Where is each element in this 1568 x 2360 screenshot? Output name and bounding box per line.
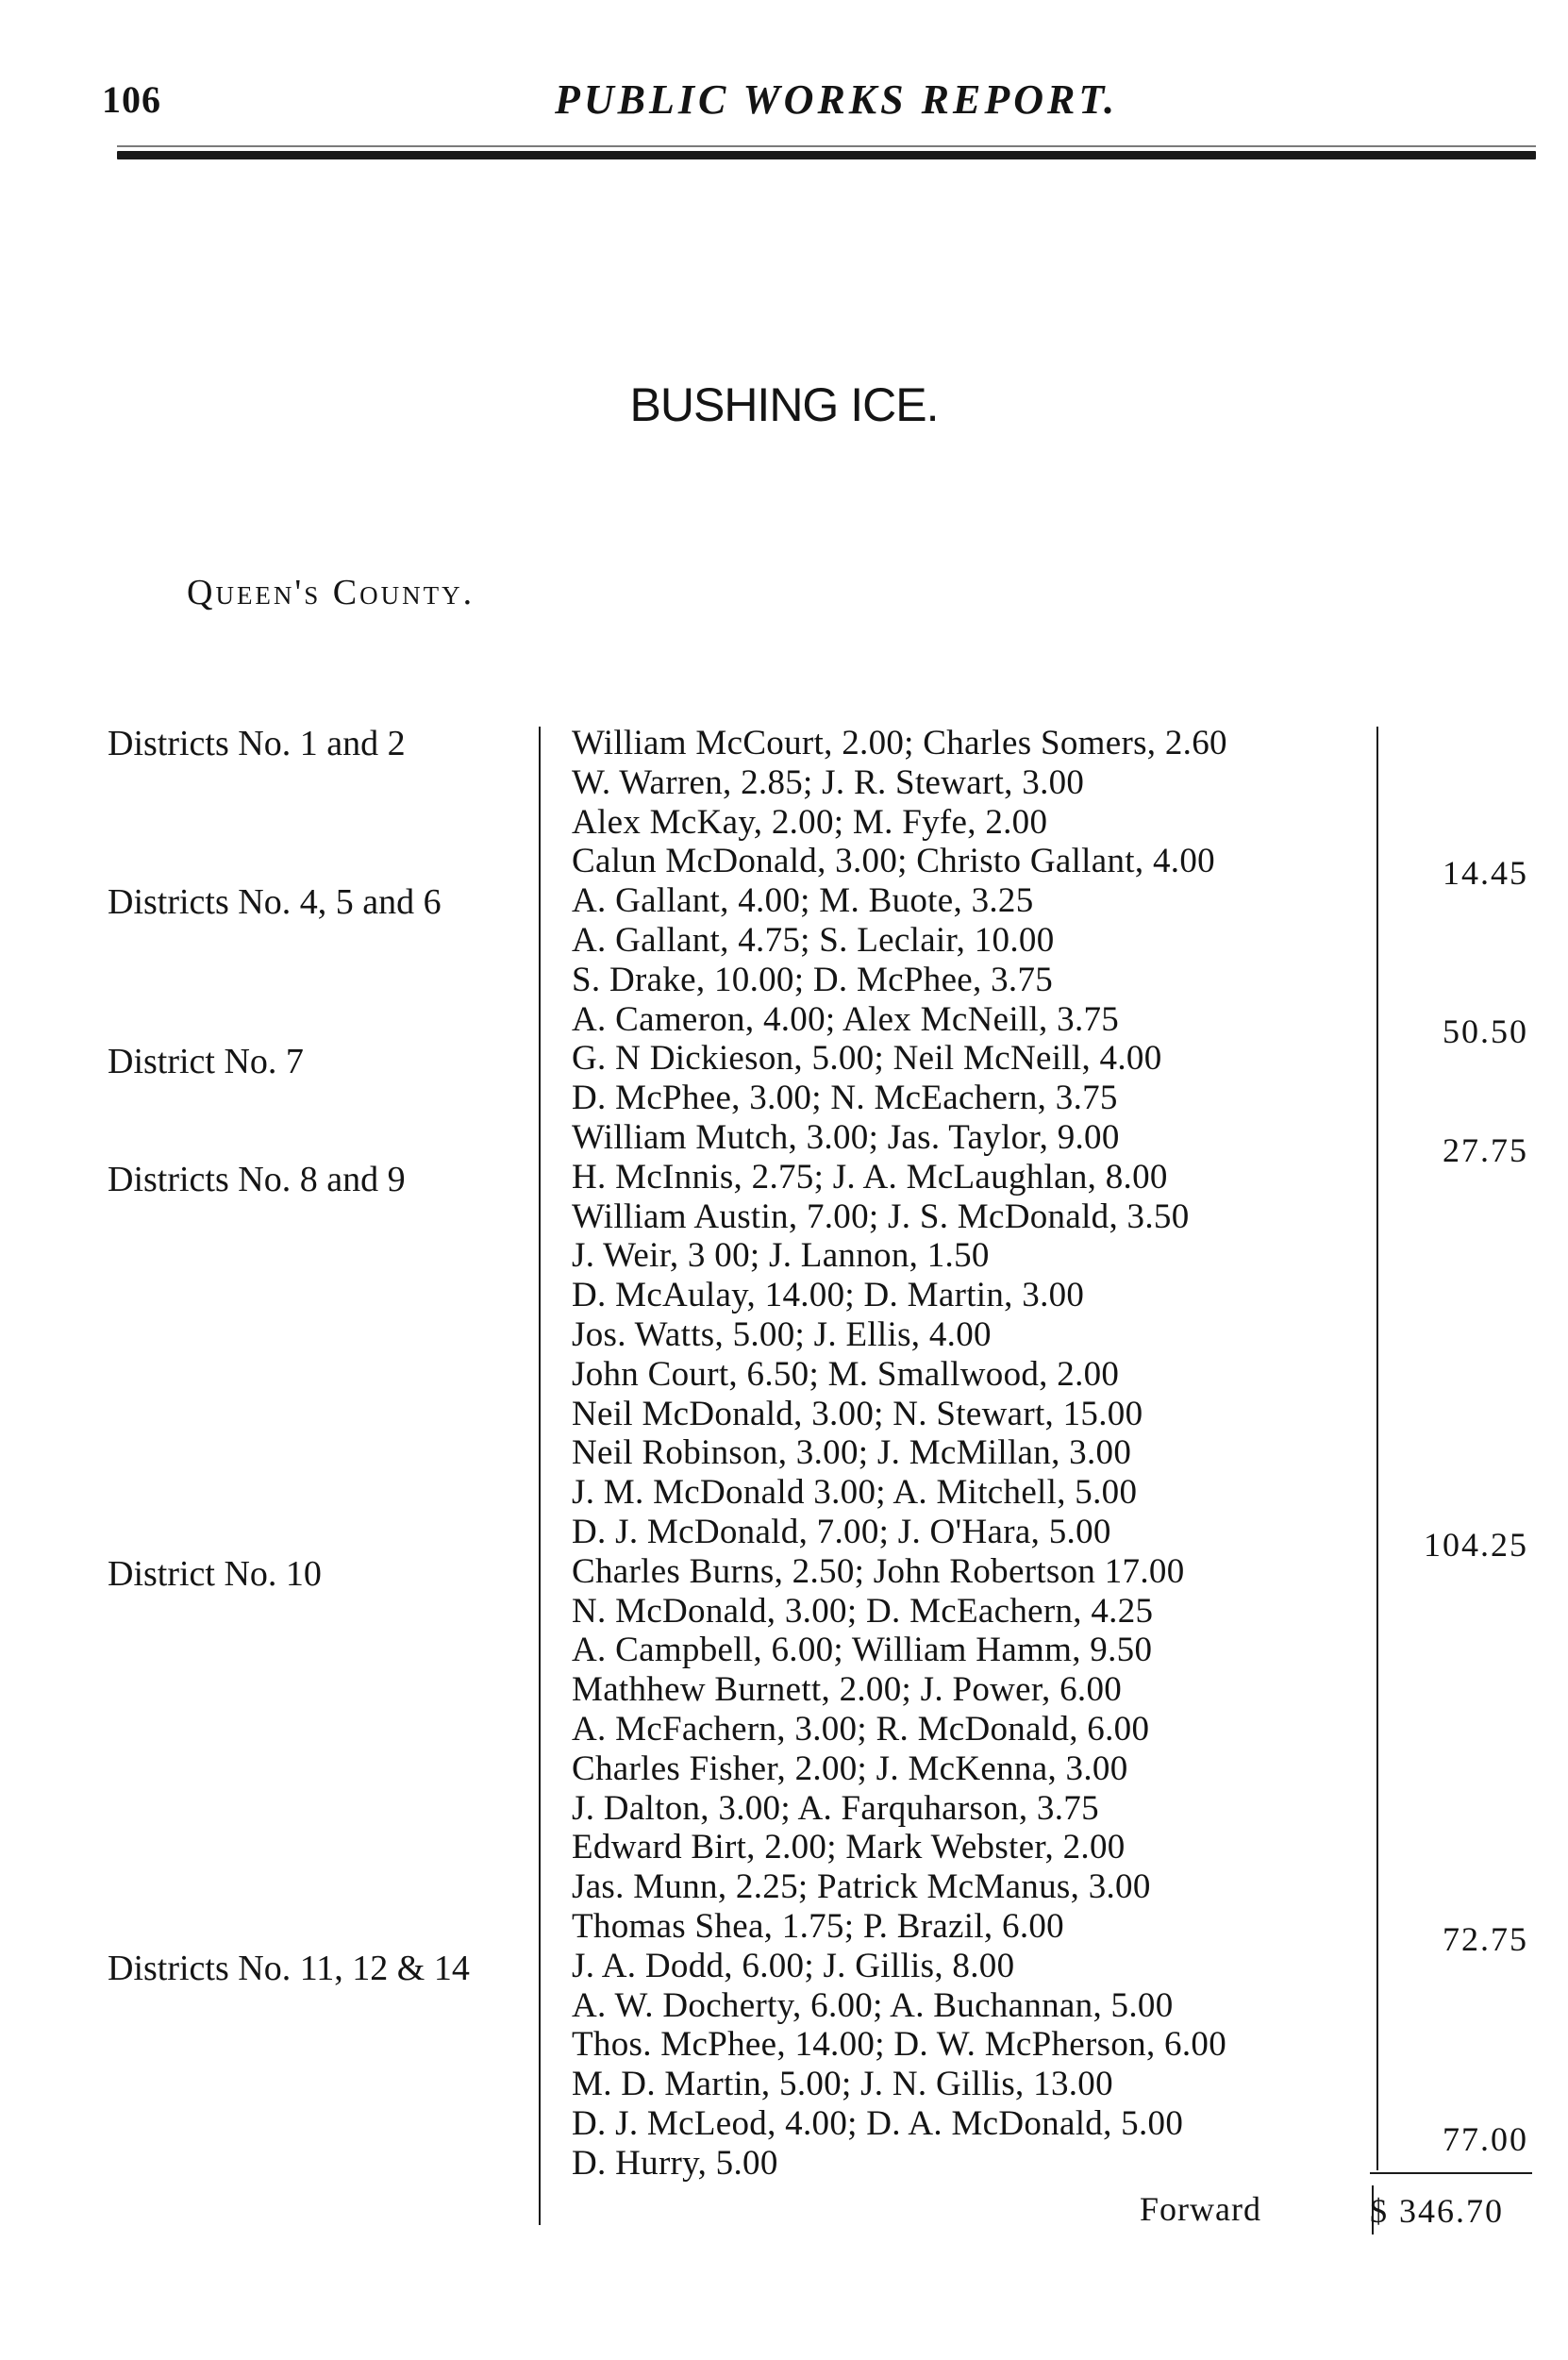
payee-line: S. Drake, 10.00; D. McPhee, 3.75 xyxy=(572,961,1054,999)
column-rule-left xyxy=(539,727,541,2225)
payee-line: D. Hurry, 5.00 xyxy=(572,2144,778,2183)
payee-line: William McCourt, 2.00; Charles Somers, 2.60 xyxy=(572,724,1227,762)
payee-line: Calun McDonald, 3.00; Christo Gallant, 4.00 xyxy=(572,842,1215,880)
header-rule-thin xyxy=(117,145,1536,147)
header-rule xyxy=(117,151,1536,159)
payee-line: A. McFachern, 3.00; R. McDonald, 6.00 xyxy=(572,1710,1150,1749)
payee-line: J. Dalton, 3.00; A. Farquharson, 3.75 xyxy=(572,1789,1099,1828)
payee-line: D. J. McDonald, 7.00; J. O'Hara, 5.00 xyxy=(572,1513,1111,1551)
payee-line: G. N Dickieson, 5.00; Neil McNeill, 4.00 xyxy=(572,1039,1162,1078)
payee-line: A. Campbell, 6.00; William Hamm, 9.50 xyxy=(572,1631,1153,1669)
payee-line: Neil Robinson, 3.00; J. McMillan, 3.00 xyxy=(572,1433,1132,1472)
payee-line: Thomas Shea, 1.75; P. Brazil, 6.00 xyxy=(572,1907,1064,1946)
payee-line: William Austin, 7.00; J. S. McDonald, 3.50 xyxy=(572,1197,1190,1236)
payee-line: Edward Birt, 2.00; Mark Webster, 2.00 xyxy=(572,1828,1126,1866)
district-total: 72.75 xyxy=(1443,1920,1528,1958)
county-heading: Queen's County. xyxy=(187,573,475,612)
payee-line: Jas. Munn, 2.25; Patrick McManus, 3.00 xyxy=(572,1867,1151,1906)
column-rule-right xyxy=(1376,727,1378,2170)
district-total: 27.75 xyxy=(1443,1131,1528,1169)
running-head: PUBLIC WORKS REPORT. xyxy=(555,76,1119,123)
payee-line: Jos. Watts, 5.00; J. Ellis, 4.00 xyxy=(572,1315,992,1354)
payee-line: M. D. Martin, 5.00; J. N. Gillis, 13.00 xyxy=(572,2065,1113,2103)
payee-line: N. McDonald, 3.00; D. McEachern, 4.25 xyxy=(572,1592,1154,1631)
payee-line: Thos. McPhee, 14.00; D. W. McPherson, 6.00 xyxy=(572,2025,1226,2064)
district-total: 50.50 xyxy=(1443,1013,1528,1050)
payee-line: William Mutch, 3.00; Jas. Taylor, 9.00 xyxy=(572,1118,1120,1157)
page-number: 106 xyxy=(102,78,161,121)
district-total: 104.25 xyxy=(1424,1526,1528,1564)
payee-line: A. Gallant, 4.00; M. Buote, 3.25 xyxy=(572,881,1034,920)
payee-line: H. McInnis, 2.75; J. A. McLaughlan, 8.00 xyxy=(572,1158,1168,1197)
section-title: BUSHING ICE. xyxy=(629,378,939,431)
forward-total: $ 346.70 xyxy=(1370,2192,1504,2230)
payee-line: D. McPhee, 3.00; N. McEachern, 3.75 xyxy=(572,1079,1118,1117)
payee-line: A. Gallant, 4.75; S. Leclair, 10.00 xyxy=(572,921,1055,960)
district-total: 77.00 xyxy=(1443,2120,1528,2158)
payee-line: D. McAulay, 14.00; D. Martin, 3.00 xyxy=(572,1276,1085,1314)
district-label: District No. 7 xyxy=(108,1042,304,1081)
payee-line: Charles Burns, 2.50; John Robertson 17.00 xyxy=(572,1552,1185,1591)
payee-line: Charles Fisher, 2.00; J. McKenna, 3.00 xyxy=(572,1749,1128,1788)
payee-line: Mathhew Burnett, 2.00; J. Power, 6.00 xyxy=(572,1670,1123,1709)
payee-line: A. Cameron, 4.00; Alex McNeill, 3.75 xyxy=(572,1000,1120,1039)
forward-label: Forward xyxy=(1140,2190,1261,2228)
payee-line: J. A. Dodd, 6.00; J. Gillis, 8.00 xyxy=(572,1947,1015,1985)
district-label: Districts No. 8 and 9 xyxy=(108,1160,406,1199)
payee-line: J. Weir, 3 00; J. Lannon, 1.50 xyxy=(572,1236,990,1275)
payee-line: D. J. McLeod, 4.00; D. A. McDonald, 5.00 xyxy=(572,2104,1184,2143)
district-label: Districts No. 11, 12 & 14 xyxy=(108,1949,470,1988)
district-label: District No. 10 xyxy=(108,1554,322,1594)
district-label: Districts No. 4, 5 and 6 xyxy=(108,882,442,922)
sum-rule xyxy=(1370,2172,1532,2174)
district-label: Districts No. 1 and 2 xyxy=(108,724,406,763)
payee-line: J. M. McDonald 3.00; A. Mitchell, 5.00 xyxy=(572,1473,1138,1512)
payee-line: W. Warren, 2.85; J. R. Stewart, 3.00 xyxy=(572,763,1085,802)
payee-line: Alex McKay, 2.00; M. Fyfe, 2.00 xyxy=(572,803,1048,842)
payee-line: Neil McDonald, 3.00; N. Stewart, 15.00 xyxy=(572,1395,1143,1433)
payee-line: John Court, 6.50; M. Smallwood, 2.00 xyxy=(572,1355,1120,1394)
payee-line: A. W. Docherty, 6.00; A. Buchannan, 5.00 xyxy=(572,1986,1174,2025)
district-total: 14.45 xyxy=(1443,854,1528,892)
